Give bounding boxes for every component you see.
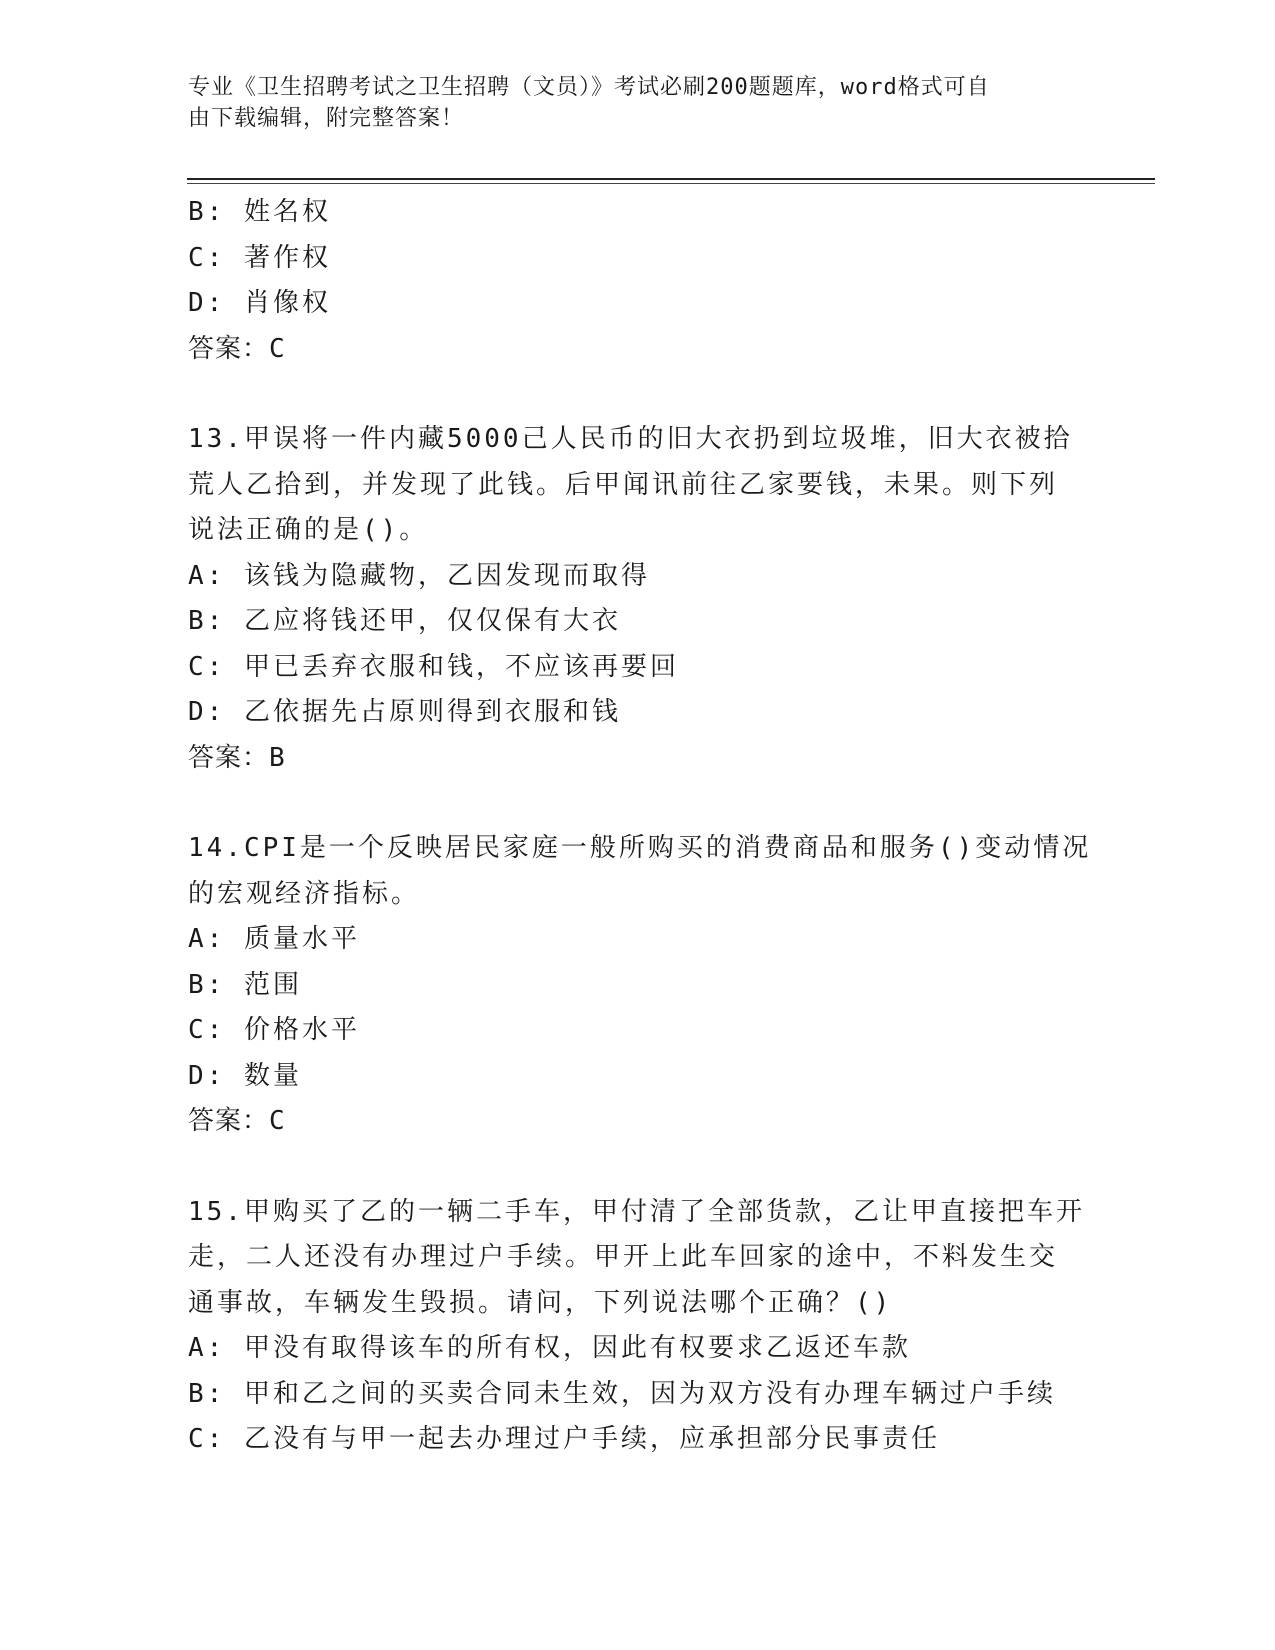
question-14 <box>188 826 1118 1145</box>
question-stem-line: 14.CPI是一个反映居民家庭一般所购买的消费商品和服务()变动情况 <box>188 833 1092 863</box>
question-15 <box>188 1190 1118 1463</box>
answer-line: 答案：C <box>188 333 286 364</box>
page-header <box>188 72 1068 134</box>
option-d: D: 肖像权 <box>188 288 331 318</box>
option-a: A: 该钱为隐藏物，乙因发现而取得 <box>188 560 650 591</box>
question-stem-line: 说法正确的是()。 <box>188 515 429 545</box>
option-c: C: 甲已丢弃衣服和钱，不应该再要回 <box>188 651 679 682</box>
option-b: B: 姓名权 <box>188 197 331 227</box>
spacer <box>188 781 1118 826</box>
option-c: C: 价格水平 <box>188 1015 360 1045</box>
option-c: C: 著作权 <box>188 242 331 273</box>
header-line-2: 由下载编辑，附完整答案！ <box>188 106 465 131</box>
question-stem-line: 荒人乙拾到，并发现了此钱。后甲闻讯前往乙家要钱，未果。则下列 <box>188 469 1059 500</box>
option-b: B: 乙应将钱还甲，仅仅保有大衣 <box>188 606 621 636</box>
question-stem-line: 15.甲购买了乙的一辆二手车，甲付清了全部货款，乙让甲直接把车开 <box>188 1196 1085 1227</box>
question-stem-line: 的宏观经济指标。 <box>188 878 421 909</box>
question-content <box>188 190 1118 1463</box>
question-stem-line: 走，二人还没有办理过户手续。甲开上此车回家的途中，不料发生交 <box>188 1242 1059 1272</box>
option-c: C: 乙没有与甲一起去办理过户手续，应承担部分民事责任 <box>188 1424 940 1454</box>
option-d: D: 乙依据先占原则得到衣服和钱 <box>188 697 621 727</box>
spacer <box>188 372 1118 417</box>
spacer <box>188 1145 1118 1190</box>
question-stem-line: 通事故，车辆发生毁损。请问，下列说法哪个正确？() <box>188 1287 893 1318</box>
option-a: A: 质量水平 <box>188 924 360 954</box>
question-12-tail <box>188 190 1118 372</box>
header-divider-thin <box>187 183 1155 184</box>
header-line-1: 专业《卫生招聘考试之卫生招聘（文员）》考试必刷200题题库，word格式可自 <box>188 75 990 100</box>
question-stem-line: 13.甲误将一件内藏5000己人民币的旧大衣扔到垃圾堆，旧大衣被拾 <box>188 424 1073 454</box>
option-d: D: 数量 <box>188 1060 302 1091</box>
option-b: B: 甲和乙之间的买卖合同未生效，因为双方没有办理车辆过户手续 <box>188 1378 1056 1409</box>
question-13 <box>188 417 1118 781</box>
answer-line: 答案：B <box>188 742 286 773</box>
option-b: B: 范围 <box>188 969 302 1000</box>
header-divider-thick <box>187 178 1155 180</box>
option-a: A: 甲没有取得该车的所有权，因此有权要求乙返还车款 <box>188 1333 911 1363</box>
answer-line: 答案：C <box>188 1106 286 1136</box>
